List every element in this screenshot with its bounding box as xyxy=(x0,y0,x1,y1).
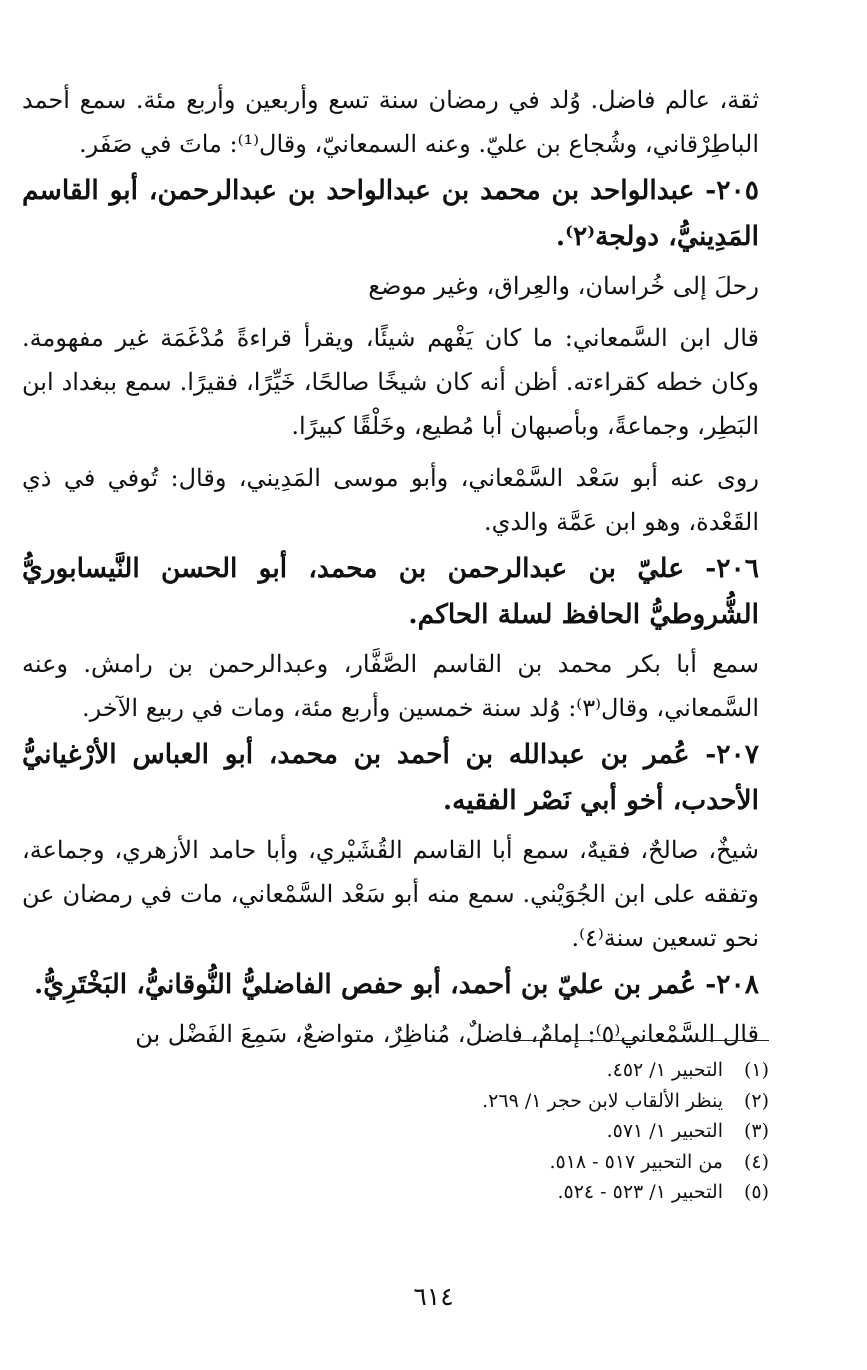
footnote-number: (٢) xyxy=(743,1089,769,1112)
footnote-text: من التحبير ٥١٧ - ٥١٨. xyxy=(549,1150,723,1173)
footnote-text: ينظر الألقاب لابن حجر ١/ ٢٦٩. xyxy=(482,1089,723,1112)
paragraph-207: شيخٌ، صالحٌ، فقيهٌ، سمع أبا القاسم القُشَيْري، وأبا حامد الأزهري، وجماعة، وتفقه على ابن الجُوَيْني. سمع منه أبو سَعْد السَّمْعاني، مات في رمضان عن نحو تسعين سنة⁽٤⁾. xyxy=(22,836,760,952)
paragraph-205-travel: رحلَ إلى خُراسان، والعِراق، وغير موضع xyxy=(368,272,759,300)
footnote xyxy=(209,1086,769,1117)
footnote-number: (٣) xyxy=(743,1120,769,1142)
paragraph-206: سمع أبا بكر محمد بن القاسم الصَّفَّار، وعبدالرحمن بن رامش. وعنه السَّمعاني، وقال⁽٣⁾: وُلد سنة خمسين وأربع مئة، ومات في ربيع الآخر. xyxy=(22,650,759,722)
entry-heading-206: ٢٠٦- عليّ بن عبدالرحمن بن محمد، أبو الحسن النَّيسابوريُّ الشُّروطيُّ الحافظ لسلة الحاكم. xyxy=(22,553,759,630)
paragraph-208: قال السَّمْعاني⁽٥⁾: إمامٌ، فاضلٌ، مُناظِرٌ، متواضعٌ، سَمِعَ الفَضْل بن xyxy=(135,1020,759,1048)
paragraph-205-samani: قال ابن السَّمعاني: ما كان يَفْهم شيئًا، ويقرأ قراءةً مُدْغَمَة غير مفهومة. وكان خطه كقراءته. أظن أنه كان شيخًا صالحًا، خَيِّرًا، فقيرًا. سمع ببغداد ابن البَطِر، وجماعةً، وبأصبهان أبا مُطيع، وخَلْقًا كبيرًا. xyxy=(22,324,760,440)
footnote-divider xyxy=(501,1040,769,1041)
footnote-text: التحبير ١/ ٥٢٣ - ٥٢٤. xyxy=(557,1181,723,1203)
footnote xyxy=(209,1055,769,1086)
footnote-number: (١) xyxy=(743,1059,769,1081)
entry-heading-207: ٢٠٧- عُمر بن عبدالله بن أحمد بن محمد، أبو العباس الأرْغيانيُّ الأحدب، أخو أبي نَصْر الفقيه. xyxy=(22,739,759,816)
paragraph-continuation: ثقة، عالم فاضل. وُلد في رمضان سنة تسع وأربعين وأربع مئة. سمع أحمد الباطِرْقاني، وشُجاع بن عليّ. وعنه السمعانيّ، وقال⁽¹⁾: ماتَ في صَفَر. xyxy=(22,86,759,158)
footnote-number: (٤) xyxy=(743,1150,769,1173)
paragraph-205-narrators: روى عنه أبو سَعْد السَّمْعاني، وأبو موسى المَدِيني، وقال: تُوفي في ذي القَعْدة، وهو ابن عَمَّة والدي. xyxy=(22,464,759,536)
entry-heading-208: ٢٠٨- عُمر بن عليّ بن أحمد، أبو حفص الفاضليُّ النُّوقانيُّ، البَخْتَرِيُّ. xyxy=(34,969,759,1000)
footnote-number: (٥) xyxy=(743,1181,769,1203)
footnote xyxy=(209,1177,769,1208)
footnote-text: التحبير ١/ ٤٥٢. xyxy=(606,1059,723,1081)
footnote xyxy=(209,1147,769,1178)
page-number: ٦١٤ xyxy=(413,1282,454,1311)
footnotes xyxy=(209,1040,769,1208)
footnote-text: التحبير ١/ ٥٧١. xyxy=(606,1120,723,1142)
footnote xyxy=(209,1116,769,1147)
body-text xyxy=(22,78,759,1056)
entry-heading-205: ٢٠٥- عبدالواحد بن محمد بن عبدالواحد بن عبدالرحمن، أبو القاسم المَدِينيُّ، دولجة⁽٢⁾. xyxy=(22,175,759,252)
